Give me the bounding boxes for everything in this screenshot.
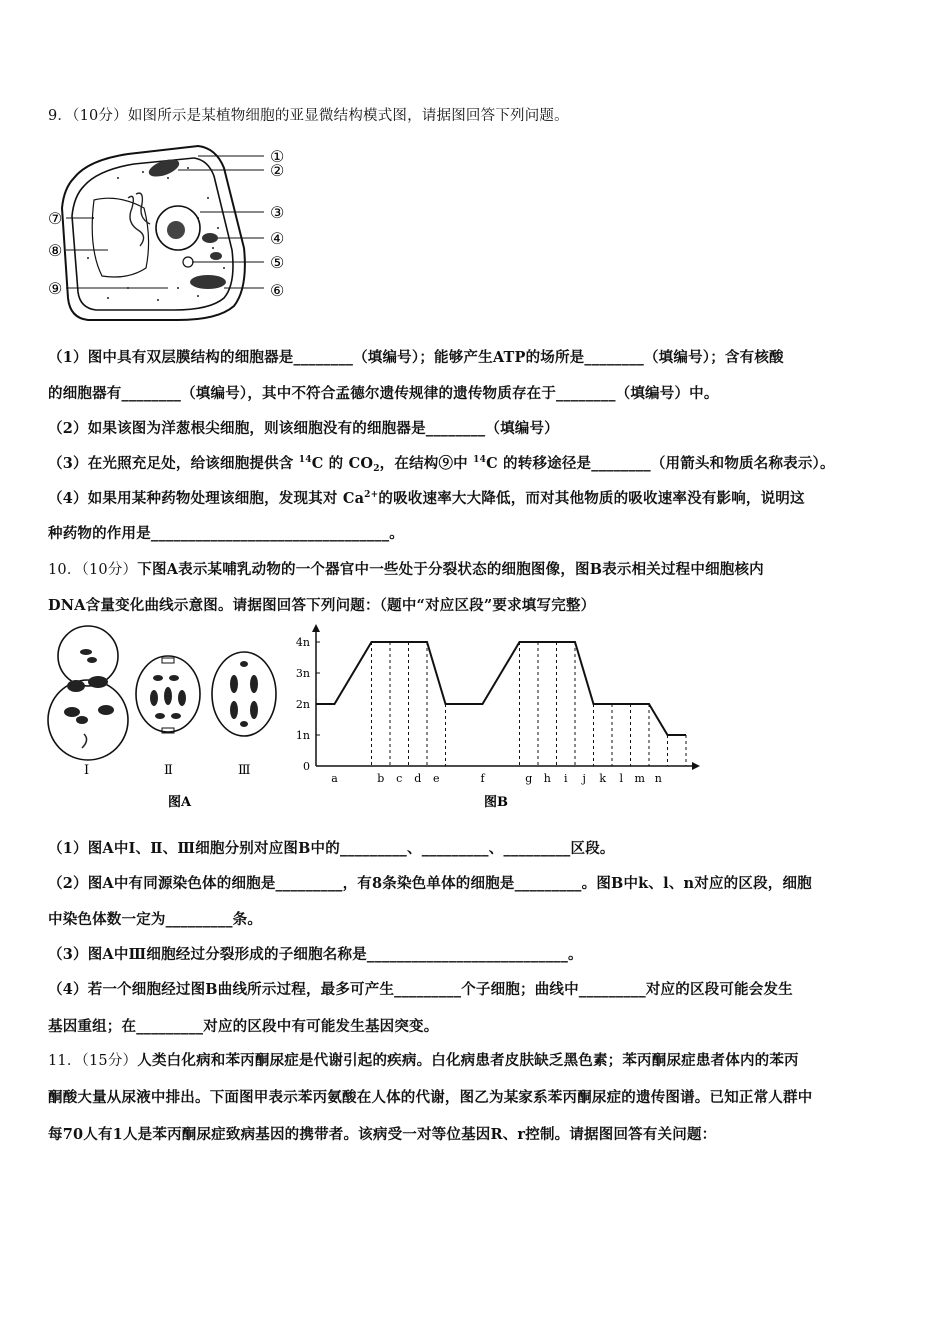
label-2: ② (270, 161, 285, 180)
q9-p3 (48, 452, 835, 474)
segment-label: k (599, 772, 607, 785)
q9-p3-sub: 2 (373, 464, 380, 474)
q9-p3-sup2: 14 (473, 455, 487, 465)
segment-label: j (582, 772, 586, 785)
q9-title-text: 如图所示是某植物细胞的亚显微结构模式图，请据图回答下列问题。 (127, 108, 569, 124)
segment-label: g (525, 772, 533, 785)
q9-p1-line2: 的细胞器有________（填编号），其中不符合孟德尔遗传规律的遗传物质存在于________（填编号）中。 (48, 385, 719, 402)
figA-label-1: Ⅰ (84, 763, 90, 778)
q9-p4-sup: 2+ (364, 490, 379, 500)
figA-caption: 图A (168, 795, 192, 810)
figA-label-3: Ⅲ (238, 763, 251, 778)
q10-p1: （1）图A中Ⅰ、Ⅱ、Ⅲ细胞分别对应图B中的_________、_________、_________区段。 (48, 840, 615, 857)
segment-label: d (414, 772, 422, 785)
q10-number: 10．（10分） (48, 562, 138, 578)
figA-label-2: Ⅱ (164, 763, 173, 778)
q9-p4-line2: 种药物的作用是________________________________。 (48, 525, 404, 542)
q9-p4-a: （4）如果用某种药物处理该细胞，发现其对 Ca (48, 490, 365, 507)
segment-label: b (377, 772, 385, 785)
q11-number: 11．（15分） (48, 1053, 138, 1069)
q9-p2: （2）如果该图为洋葱根尖细胞，则该细胞没有的细胞器是________（填编号） (48, 420, 559, 437)
q11-title-text: 人类白化病和苯丙酮尿症是代谢引起的疾病。白化病患者皮肤缺乏黑色素；苯丙酮尿症患者体内的苯丙 (137, 1052, 799, 1069)
label-6: ⑥ (270, 281, 285, 300)
figB-caption: 图B (484, 795, 508, 810)
q10-p2-line2: 中染色体数一定为_________条。 (48, 911, 263, 928)
segment-label: n (654, 772, 662, 785)
q10-title-text: 下图A表示某哺乳动物的一个器官中一些处于分裂状态的细胞图像，图B表示相关过程中细胞核内 (137, 561, 764, 578)
q11-line2: 酮酸大量从尿液中排出。下面图甲表示苯丙氨酸在人体的代谢，图乙为某家系苯丙酮尿症的遗传图谱。已知正常人群中 (48, 1089, 813, 1106)
segment-label: a (331, 772, 338, 785)
q10-p4-line2: 基因重组；在_________对应的区段中有可能发生基因突变。 (48, 1018, 439, 1035)
y-tick-label: 3n (296, 667, 310, 680)
q10-p3: （3）图A中Ⅲ细胞经过分裂形成的子细胞名称是___________________________。 (48, 946, 583, 963)
q9-p3-c: ，在结构⑨中 (379, 455, 474, 472)
y-tick-label: 2n (296, 698, 310, 711)
q10-p4-line1: （4）若一个细胞经过图B曲线所示过程，最多可产生_________个子细胞；曲线中_________对应的区段可能会发生 (48, 981, 793, 998)
plant-cell-diagram (48, 138, 298, 328)
figure-a-cells (44, 624, 284, 814)
q9-p3-b: C 的 CO (311, 455, 374, 472)
q9-title (48, 104, 569, 125)
label-4: ④ (270, 229, 285, 248)
q9-p3-sup1: 14 (298, 455, 312, 465)
q11-line3: 每70人有1人是苯丙酮尿症致病基因的携带者。该病受一对等位基因R、r控制。请据图回答有关问题： (48, 1126, 717, 1143)
q9-p4-line1 (48, 487, 805, 508)
y-tick-label: 1n (296, 729, 310, 742)
label-5: ⑤ (270, 253, 285, 272)
label-1: ① (270, 147, 285, 166)
q9-p3-a: （3）在光照充足处，给该细胞提供含 (48, 455, 299, 472)
q9-p3-d: C 的转移途径是________（用箭头和物质名称表示）。 (486, 455, 835, 472)
q10-p2-line1: （2）图A中有同源染色体的细胞是_________，有8条染色单体的细胞是_________。图B中k、l、n对应的区段，细胞 (48, 875, 812, 892)
q9-number: 9．（10分） (48, 108, 128, 124)
q11-title (48, 1049, 799, 1070)
q10-title (48, 558, 764, 579)
figure-b-chart (296, 622, 706, 814)
y-tick-label: 4n (296, 636, 310, 649)
label-8: ⑧ (48, 241, 63, 260)
q9-p4-b: 的吸收速率大大降低，而对其他物质的吸收速率没有影响，说明这 (378, 490, 805, 507)
segment-label: i (563, 772, 568, 785)
q9-p1-line1: （1）图中具有双层膜结构的细胞器是________（填编号）；能够产生ATP的场所是________（填编号）；含有核酸 (48, 349, 784, 366)
label-3: ③ (270, 203, 285, 222)
label-7: ⑦ (48, 209, 63, 228)
segment-label: f (480, 772, 485, 785)
q10-title-line2: DNA含量变化曲线示意图。请据图回答下列问题：（题中“对应区段”要求填写完整） (48, 597, 596, 614)
segment-label: h (543, 772, 551, 785)
segment-label: e (432, 772, 440, 785)
y-tick-label: 0 (303, 760, 310, 773)
segment-label: c (396, 772, 403, 785)
segment-label: m (634, 772, 645, 785)
segment-label: l (619, 772, 624, 785)
label-9: ⑨ (48, 279, 63, 298)
